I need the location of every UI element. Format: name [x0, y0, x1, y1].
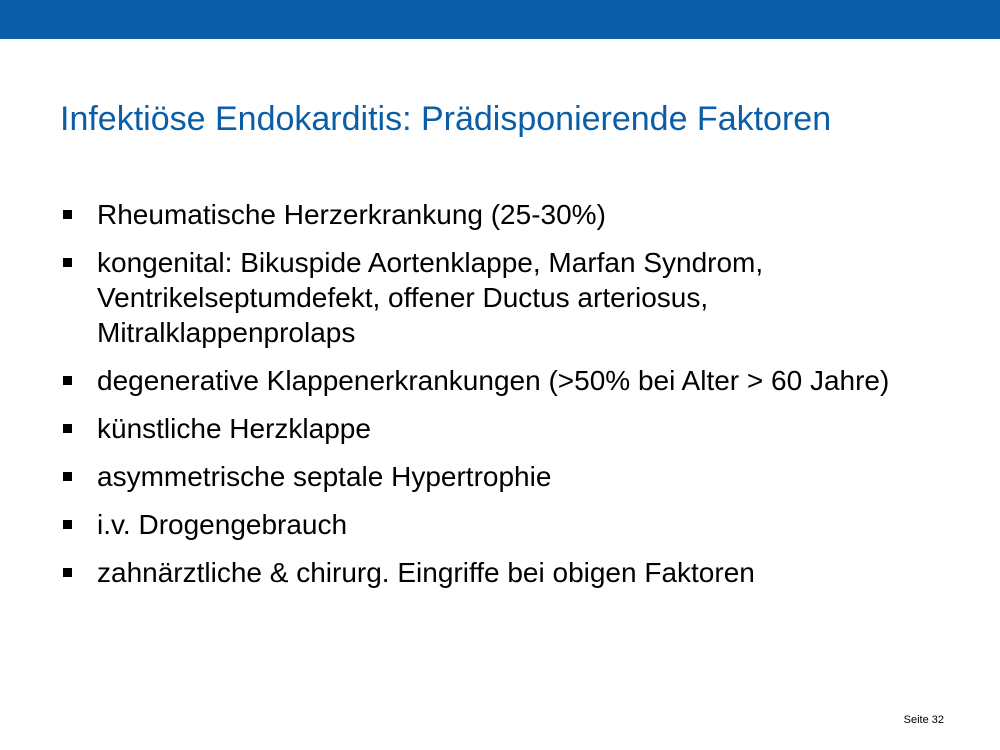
header-bar — [0, 0, 1000, 39]
square-bullet-icon — [63, 210, 72, 219]
square-bullet-icon — [63, 568, 72, 577]
page-number: Seite 32 — [903, 714, 944, 726]
bullet-text: zahnärztliche & chirurg. Eingriffe bei obigen Faktoren — [97, 557, 755, 588]
bullet-text: i.v. Drogengebrauch — [97, 509, 348, 540]
bullet-text: kongenital: Bikuspide Aortenklappe, Marfan Syndrom, Ventrikelseptumdefekt, offener Ductus arteriosus, Mitralklappenprolaps — [97, 247, 764, 348]
square-bullet-icon — [63, 376, 72, 385]
bullet-text: degenerative Klappenerkrankungen (>50% bei Alter > 60 Jahre) — [97, 365, 890, 396]
bullet-text: asymmetrische septale Hypertrophie — [97, 461, 552, 492]
square-bullet-icon — [63, 258, 72, 267]
bullet-list — [60, 197, 960, 603]
square-bullet-icon — [63, 424, 72, 433]
square-bullet-icon — [63, 472, 72, 481]
bullet-item — [60, 363, 960, 398]
bullet-item — [60, 197, 960, 232]
square-bullet-icon — [63, 520, 72, 529]
bullet-item — [60, 245, 960, 350]
bullet-item — [60, 555, 960, 590]
bullet-item — [60, 507, 960, 542]
bullet-item — [60, 411, 960, 446]
slide-title: Infektiöse Endokarditis: Prädisponierende Faktoren — [60, 100, 832, 138]
bullet-text: Rheumatische Herzerkrankung (25-30%) — [97, 199, 606, 230]
bullet-item — [60, 459, 960, 494]
bullet-text: künstliche Herzklappe — [97, 413, 371, 444]
